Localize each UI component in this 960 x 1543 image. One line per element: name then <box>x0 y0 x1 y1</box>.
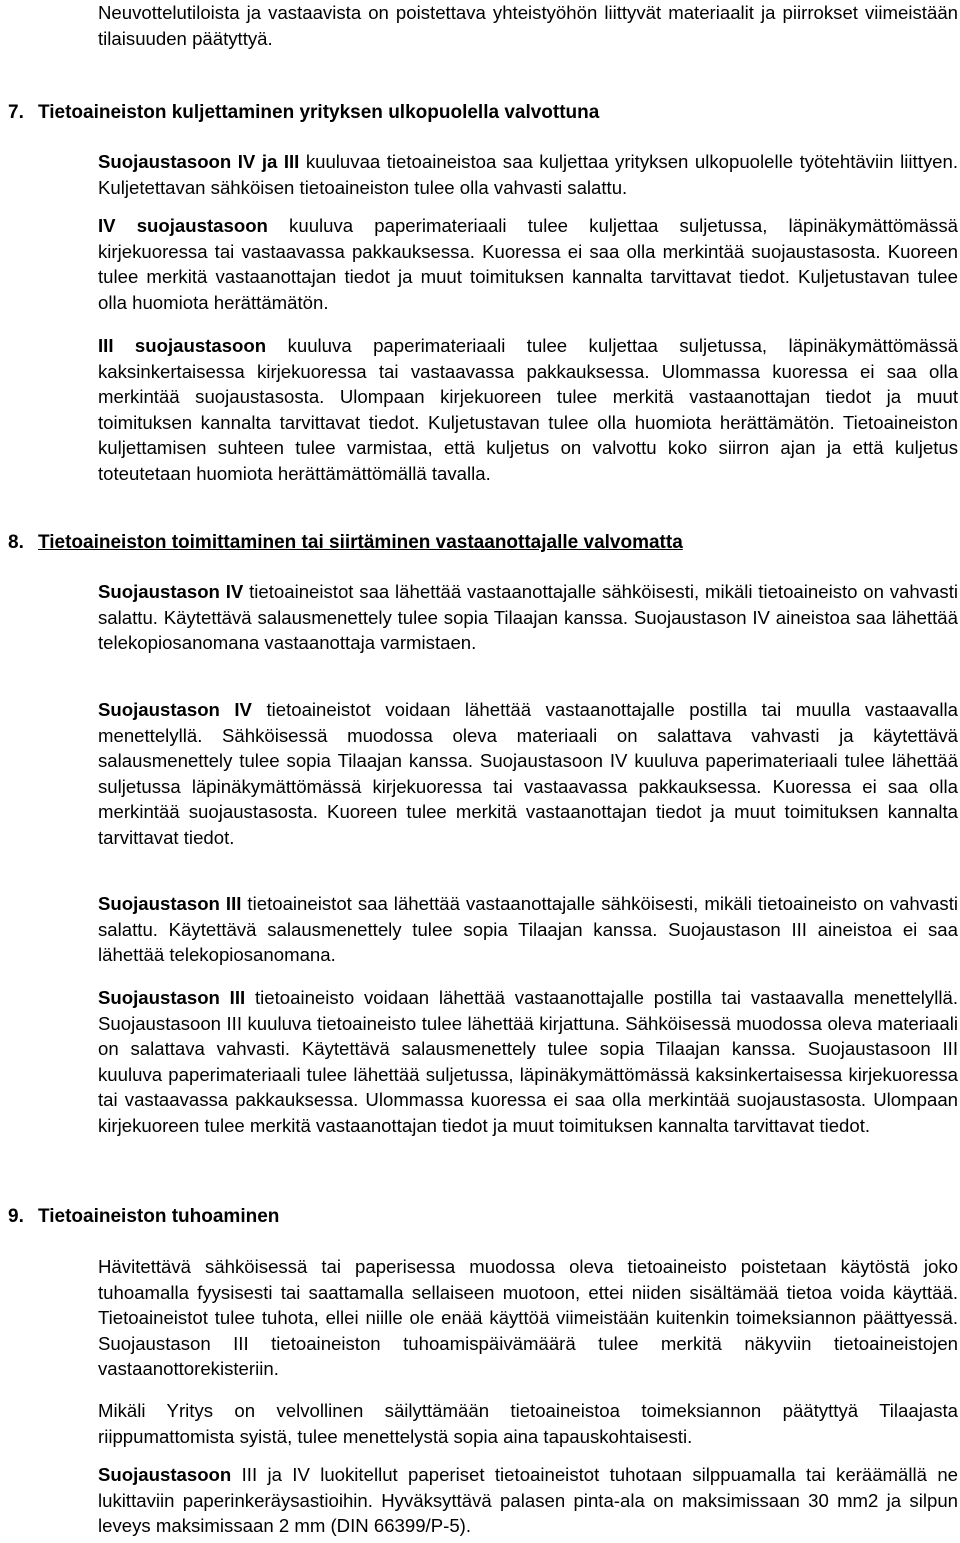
section-7-paragraph-1 <box>98 149 958 200</box>
section-9-number: 9. <box>8 1206 24 1227</box>
section-8-p3-text: tietoaineistot saa lähettää vastaanottajalle sähköisesti, mikäli tietoaineisto on vahvasti salattu. Käytettävä salausmenettely tulee sopia Tilaajan kanssa. Suojaustason III aineistoa ei saa lähettää telekopiosanomana. <box>98 893 959 966</box>
section-8-number: 8. <box>8 532 24 553</box>
section-8-p4-lead: Suojaustason III <box>98 987 246 1008</box>
section-9-p3-lead: Suojaustasoon <box>98 1464 232 1485</box>
section-7-paragraph-3 <box>98 333 958 487</box>
section-7-p2-lead: IV suojaustasoon <box>98 215 268 236</box>
section-8-p4-text: tietoaineisto voidaan lähettää vastaanottajalle postilla tai vastaavalla menettelyllä. Suojaustasoon III kuuluva tietoaineisto tulee lähettää kirjattuna. Sähköisessä muodossa oleva materiaali on salattava vahvasti. Käytettävä salausmenettely tulee sopia Tilaajan kanssa. Suojaustasoon III kuuluva paperimateriaali tulee lähettää suljetussa, läpinäkymättömässä kaksinkertaisessa kirjekuoressa tai vastaavassa pakkauksessa. Ulommassa kuoressa ei saa olla merkintää suojaustasosta. Ulompaan kirjekuoreen tulee merkitä vastaanottajan tiedot ja muut toimituksen kannalta tarvittavat tiedot. <box>98 987 959 1136</box>
section-7-number: 7. <box>8 102 24 123</box>
section-8-paragraph-2 <box>98 697 958 851</box>
section-8-paragraph-3 <box>98 891 958 968</box>
section-8-p2-text: tietoaineistot voidaan lähettää vastaanottajalle postilla tai muulla vastaavalla menettelyllä. Sähköisessä muodossa oleva materiaali on salattava vahvasti ja käytettävä salausmenettely tulee sopia Tilaajan kanssa. Suojaustasoon IV kuuluva paperimateriaali tulee lähettää suljetussa läpinäkymättömässä kirjekuoressa tai vastaavassa pakkauksessa. Kuoressa ei saa olla merkintää suojaustasosta. Kuoreen tulee merkitä vastaanottajan tiedot ja muut toimituksen kannalta tarvittavat tiedot. <box>98 699 958 848</box>
section-9-paragraph-1 <box>98 1254 958 1382</box>
section-8-title: Tietoaineiston toimittaminen tai siirtäminen vastaanottajalle valvomatta <box>38 532 683 553</box>
section-8-paragraph-1 <box>98 579 958 656</box>
section-9-paragraph-2 <box>98 1398 958 1449</box>
section-7-p3-lead: III suojaustasoon <box>98 335 267 356</box>
section-7-p1-lead: Suojaustasoon IV ja III <box>98 151 300 172</box>
section-7-p1-text: kuuluvaa tietoaineistoa saa kuljettaa yrityksen ulkopuolelle työtehtäviin liittyen. Kuljetettavan sähköisen tietoaineiston tulee olla vahvasti salattu. <box>98 151 958 198</box>
section-9-heading <box>8 1204 279 1230</box>
section-9-title: Tietoaineiston tuhoaminen <box>38 1206 280 1227</box>
section-9-p2-text: Mikäli Yritys on velvollinen säilyttämään tietoaineistoa toimeksiannon päätyttyä Tilaajasta riippumattomista syistä, tulee menettelystä sopia aina tapauskohtaisesti. <box>98 1400 958 1447</box>
section-8-paragraph-4 <box>98 985 958 1139</box>
section-9-paragraph-3 <box>98 1462 958 1539</box>
intro-paragraph <box>98 0 958 51</box>
intro-text: Neuvottelutiloista ja vastaavista on poistettava yhteistyöhön liittyvät materiaalit ja piirrokset viimeistään tilaisuuden päätyttyä. <box>98 2 958 49</box>
section-8-p1-text: tietoaineistot saa lähettää vastaanottajalle sähköisesti, mikäli tietoaineisto on vahvasti salattu. Käytettävä salausmenettely tulee sopia Tilaajan kanssa. Suojaustason IV aineistoa saa lähettää telekopiosanomana vastaanottaja varmistaen. <box>98 581 958 654</box>
section-7-heading <box>8 100 599 126</box>
section-8-p3-lead: Suojaustason III <box>98 893 242 914</box>
section-8-heading <box>8 530 683 556</box>
section-7-p2-text: kuuluva paperimateriaali tulee kuljettaa suljetussa, läpinäkymättömässä kirjekuoressa tai vastaavassa pakkauksessa. Kuoressa ei saa olla merkintää suojaustasosta. Kuoreen tulee merkitä vastaanottajan tiedot ja muut toimituksen kannalta tarvittavat tiedot. Kuljetustavan tulee olla huomiota herättämätön. <box>98 215 958 313</box>
section-8-p1-lead: Suojaustason IV <box>98 581 244 602</box>
section-9-p1-text: Hävitettävä sähköisessä tai paperisessa muodossa oleva tietoaineisto poistetaan käytöstä joko tuhoamalla fyysisesti tai saattamalla sellaiseen muotoon, ettei niiden sisältämää tietoa voida käyttää. Tietoaineistot tulee tuhota, ellei niille ole enää käyttöä viimeistään kuitenkin toimeksiannon päättyessä. Suojaustason III tietoaineiston tuhoamispäivämäärä tulee merkitä näkyviin tietoaineistojen vastaanottorekisteriin. <box>98 1256 958 1380</box>
section-7-title: Tietoaineiston kuljettaminen yrityksen ulkopuolella valvottuna <box>38 102 600 123</box>
section-8-p2-lead: Suojaustason IV <box>98 699 252 720</box>
section-7-p3-text: kuuluva paperimateriaali tulee kuljettaa suljetussa, läpinäkymättömässä kaksinkertaisessa kirjekuoressa tai vastaavassa pakkauksessa. Ulommassa kuoressa ei saa olla merkintää suojaustasosta. Ulompaan kirjekuoreen tulee merkitä vastaanottajan tiedot ja muut toimituksen kannalta tarvittavat tiedot. Kuljetustavan tulee olla huomiota herättämätön. Tietoaineiston kuljettamisen suhteen tulee varmistaa, että kuljetus on valvottu koko siirron ajan ja että kuljetus toteutetaan huomiota herättämättömällä tavalla. <box>98 335 958 484</box>
section-9-p3-text: III ja IV luokitellut paperiset tietoaineistot tuhotaan silppuamalla tai keräämällä ne lukittaviin paperinkeräysastioihin. Hyväksyttävä palasen pinta-ala on maksimissaan 30 mm2 ja silpun leveys maksimissaan 2 mm (DIN 66399/P-5). <box>98 1464 958 1537</box>
section-7-paragraph-2 <box>98 213 958 315</box>
